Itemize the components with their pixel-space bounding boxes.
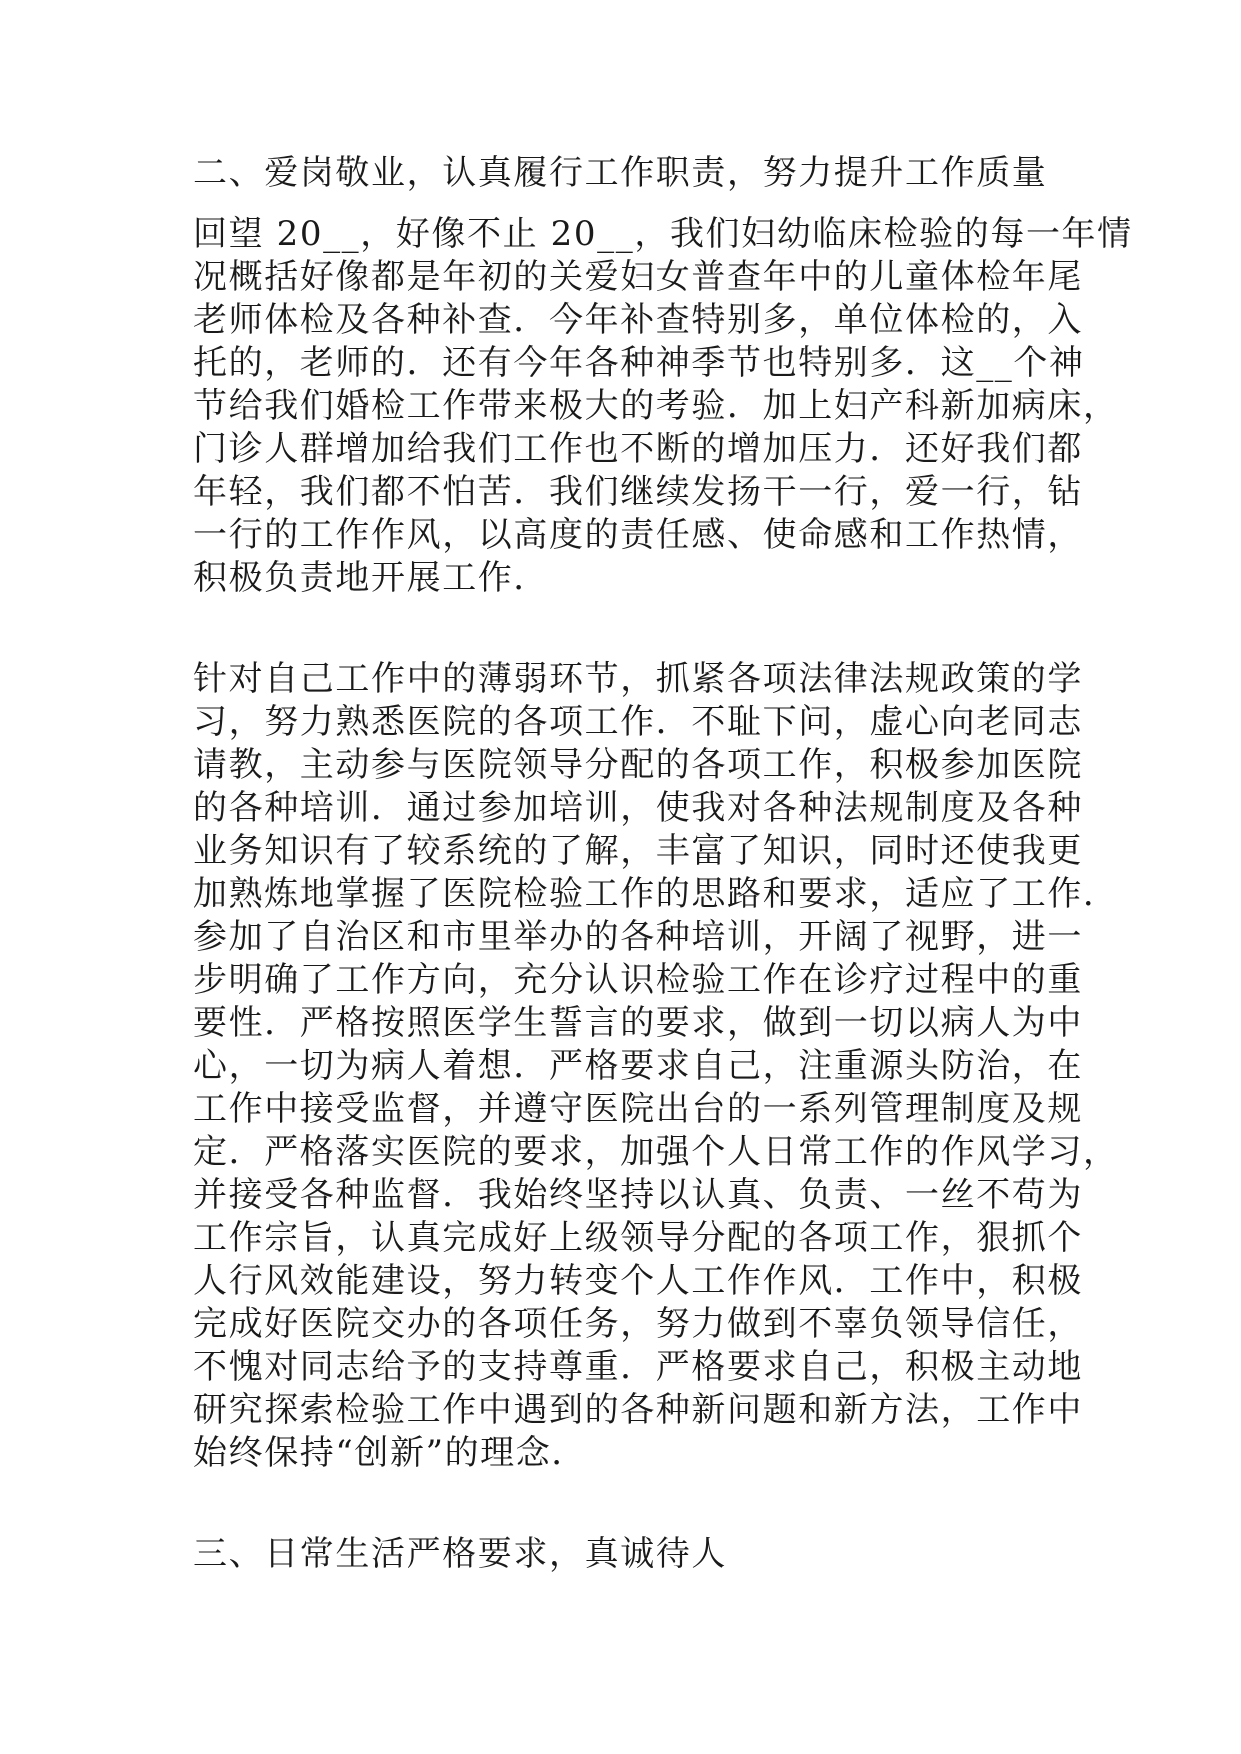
paragraph-2-line: 心，一切为病人着想．严格要求自己，注重源头防治，在 bbox=[193, 1046, 1083, 1086]
paragraph-2-line: 并接受各种监督．我始终坚持以认真、负责、一丝不苟为 bbox=[193, 1175, 1083, 1215]
paragraph-1-line: 老师体检及各种补查．今年补查特别多，单位体检的，入 bbox=[193, 300, 1083, 340]
paragraph-1-line: 积极负责地开展工作． bbox=[193, 558, 549, 598]
paragraph-2-line: 完成好医院交办的各项任务，努力做到不辜负领导信任， bbox=[193, 1304, 1083, 1344]
paragraph-1-line: 一行的工作作风，以高度的责任感、使命感和工作热情， bbox=[193, 515, 1083, 555]
paragraph-1-line: 年轻，我们都不怕苦．我们继续发扬干一行，爱一行，钻 bbox=[193, 472, 1083, 512]
paragraph-2-line: 的各种培训．通过参加培训，使我对各种法规制度及各种 bbox=[193, 788, 1083, 828]
paragraph-2-line: 习，努力熟悉医院的各项工作．不耻下问，虚心向老同志 bbox=[193, 702, 1083, 742]
paragraph-2-line: 研究探索检验工作中遇到的各种新问题和新方法，工作中 bbox=[193, 1390, 1083, 1430]
paragraph-2-line: 步明确了工作方向，充分认识检验工作在诊疗过程中的重 bbox=[193, 960, 1083, 1000]
section-heading-3: 三、日常生活严格要求，真诚待人 bbox=[193, 1534, 727, 1574]
paragraph-1-line: 回望 20__，好像不止 20__，我们妇幼临床检验的每一年情 bbox=[193, 214, 1133, 254]
paragraph-2-line: 工作中接受监督，并遵守医院出台的一系列管理制度及规 bbox=[193, 1089, 1083, 1129]
paragraph-2-line: 始终保持“创新”的理念． bbox=[193, 1433, 587, 1473]
paragraph-1-line: 节给我们婚检工作带来极大的考验．加上妇产科新加病床， bbox=[193, 386, 1119, 426]
paragraph-2-line: 要性．严格按照医学生誓言的要求，做到一切以病人为中 bbox=[193, 1003, 1083, 1043]
paragraph-1-line: 托的，老师的．还有今年各种神季节也特别多．这__个神 bbox=[193, 343, 1085, 383]
paragraph-2-line: 请教，主动参与医院领导分配的各项工作，积极参加医院 bbox=[193, 745, 1083, 785]
paragraph-2-line: 参加了自治区和市里举办的各种培训，开阔了视野，进一 bbox=[193, 917, 1083, 957]
paragraph-1-line: 门诊人群增加给我们工作也不断的增加压力．还好我们都 bbox=[193, 429, 1083, 469]
paragraph-2-line: 加熟炼地掌握了医院检验工作的思路和要求，适应了工作． bbox=[193, 874, 1119, 914]
paragraph-2-line: 工作宗旨，认真完成好上级领导分配的各项工作，狠抓个 bbox=[193, 1218, 1083, 1258]
paragraph-2-line: 不愧对同志给予的支持尊重．严格要求自己，积极主动地 bbox=[193, 1347, 1083, 1387]
paragraph-2-line: 针对自己工作中的薄弱环节，抓紧各项法律法规政策的学 bbox=[193, 659, 1083, 699]
section-heading-2: 二、爱岗敬业，认真履行工作职责，努力提升工作质量 bbox=[193, 153, 1048, 193]
paragraph-1-line: 况概括好像都是年初的关爱妇女普查年中的儿童体检年尾 bbox=[193, 257, 1083, 297]
paragraph-2-line: 业务知识有了较系统的了解，丰富了知识，同时还使我更 bbox=[193, 831, 1083, 871]
paragraph-2-line: 人行风效能建设，努力转变个人工作作风．工作中，积极 bbox=[193, 1261, 1083, 1301]
paragraph-2-line: 定．严格落实医院的要求，加强个人日常工作的作风学习， bbox=[193, 1132, 1119, 1172]
